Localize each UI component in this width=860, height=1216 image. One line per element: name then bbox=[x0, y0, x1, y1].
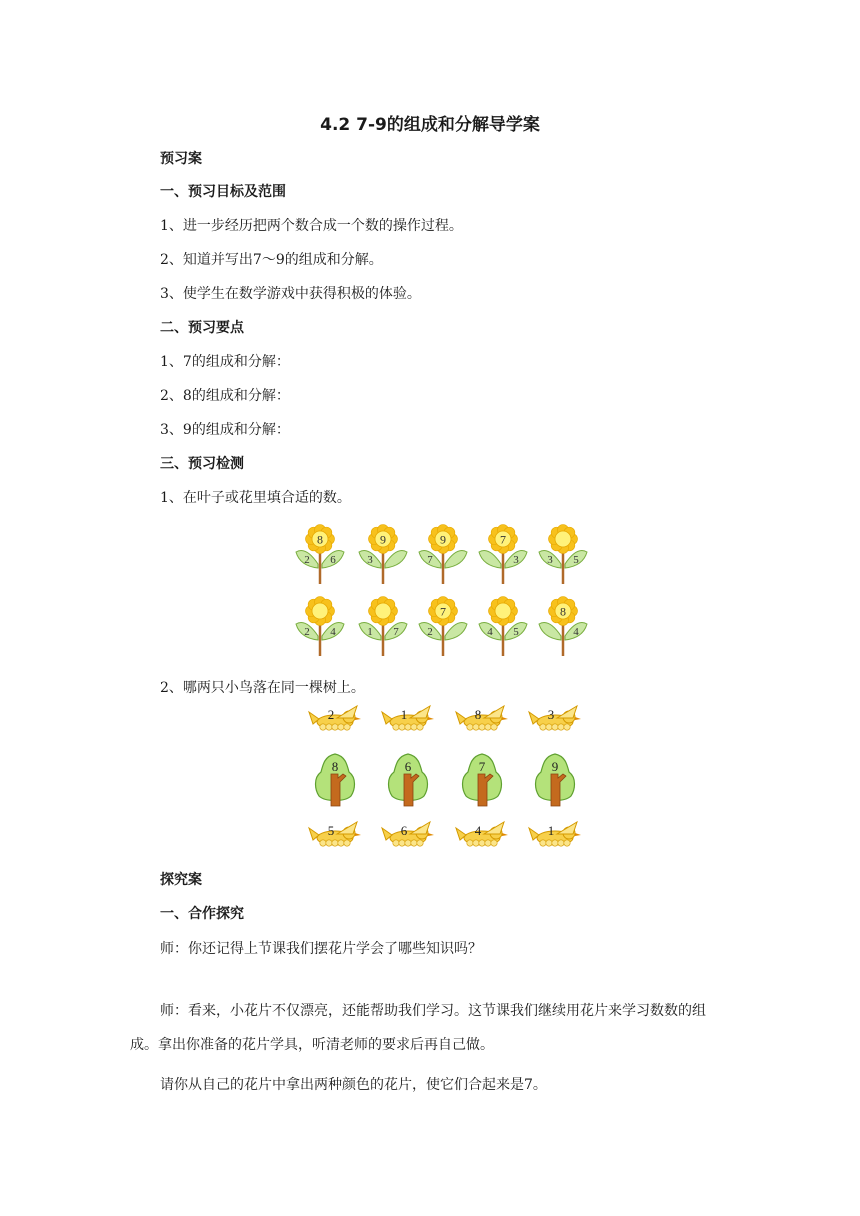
goal-3: 3、使学生在数学游戏中获得积极的体验。 bbox=[160, 286, 421, 302]
leaf-left-number: 4 bbox=[487, 626, 493, 638]
leaf-right-number: 6 bbox=[330, 554, 336, 566]
flower-center bbox=[375, 603, 391, 619]
tree-number: 9 bbox=[551, 759, 559, 774]
question-2: 2、哪两只小鸟落在同一棵树上。 bbox=[160, 680, 365, 696]
tree-item bbox=[463, 754, 502, 806]
flower-item bbox=[296, 597, 344, 657]
leaf-left-number: 1 bbox=[367, 626, 373, 638]
leaf-left bbox=[479, 551, 501, 569]
flower-item bbox=[359, 525, 407, 585]
flower-item bbox=[419, 525, 467, 585]
teacher-question: 师：你还记得上节课我们摆花片学会了哪些知识吗？ bbox=[160, 941, 482, 957]
bird-item bbox=[309, 822, 361, 846]
flower-center bbox=[312, 603, 328, 619]
teacher-explanation: 师：看来，小花片不仅漂亮，还能帮助我们学习。这节课我们继续用花片来学习数数的组成。拿出你准备的花片学具，听清老师的要求后再自己做。 bbox=[130, 1003, 706, 1053]
bird-number: 3 bbox=[547, 707, 555, 722]
question-1: 1、在叶子或花里填合适的数。 bbox=[160, 490, 351, 506]
bird-item bbox=[529, 706, 581, 730]
leaf-left-number: 2 bbox=[427, 626, 433, 638]
flower-center bbox=[495, 603, 511, 619]
section-heading-points: 二、预习要点 bbox=[160, 320, 244, 336]
goal-1: 1、进一步经历把两个数合成一个数的操作过程。 bbox=[160, 218, 463, 234]
leaf-left-number: 7 bbox=[427, 554, 433, 566]
flower-center-number: 8 bbox=[317, 532, 323, 547]
bird-item bbox=[309, 706, 361, 730]
flower-center-number: 7 bbox=[440, 604, 446, 619]
preview-heading: 预习案 bbox=[160, 151, 202, 167]
bird-number: 1 bbox=[547, 823, 555, 838]
bird-item bbox=[456, 822, 508, 846]
flower-item bbox=[539, 525, 587, 585]
flower-item bbox=[359, 597, 407, 657]
leaf-right-number: 5 bbox=[513, 626, 519, 638]
explore-heading: 探究案 bbox=[160, 872, 202, 888]
flower-item bbox=[419, 597, 467, 657]
point-1: 1、7的组成和分解： bbox=[160, 354, 290, 370]
flower-item bbox=[296, 525, 344, 585]
point-2: 2、8的组成和分解： bbox=[160, 388, 290, 404]
leaf-left-number: 3 bbox=[547, 554, 553, 566]
goal-2: 2、知道并写出7～9的组成和分解。 bbox=[160, 252, 383, 268]
bird-item bbox=[382, 822, 434, 846]
leaf-right-number: 3 bbox=[513, 554, 519, 566]
tree-item bbox=[389, 754, 428, 806]
leaf-right-number: 4 bbox=[573, 626, 579, 638]
bird-number: 5 bbox=[327, 823, 335, 838]
leaf-left-number: 2 bbox=[304, 626, 310, 638]
flower-center bbox=[555, 531, 571, 547]
bird-number: 1 bbox=[400, 707, 408, 722]
tree-number: 7 bbox=[478, 759, 486, 774]
leaf-left-number: 2 bbox=[304, 554, 310, 566]
leaf-right bbox=[385, 551, 407, 569]
instruction-text: 请你从自己的花片中拿出两种颜色的花片，使它们合起来是7。 bbox=[160, 1077, 547, 1093]
leaf-left-number: 3 bbox=[367, 554, 373, 566]
bird-number: 2 bbox=[327, 707, 335, 722]
leaf-right-number: 7 bbox=[393, 626, 399, 638]
section-heading-goals: 一、预习目标及范围 bbox=[160, 184, 286, 200]
tree-item bbox=[316, 754, 355, 806]
bird-item bbox=[529, 822, 581, 846]
section-heading-cooperate: 一、合作探究 bbox=[160, 906, 244, 922]
leaf-left bbox=[539, 623, 561, 641]
flower-center-number: 8 bbox=[560, 604, 566, 619]
flower-center-number: 9 bbox=[440, 532, 446, 547]
page-title: 4.2 7-9的组成和分解导学案 bbox=[320, 115, 540, 135]
leaf-right bbox=[445, 551, 467, 569]
leaf-right-number: 5 bbox=[573, 554, 579, 566]
bird-number: 6 bbox=[400, 823, 408, 838]
flower-center-number: 9 bbox=[380, 532, 386, 547]
flower-exercise-figure bbox=[290, 522, 600, 662]
bird-number: 4 bbox=[474, 823, 482, 838]
bird-tree-figure bbox=[300, 702, 590, 857]
flower-item bbox=[539, 597, 587, 657]
leaf-right-number: 4 bbox=[330, 626, 336, 638]
flower-center-number: 7 bbox=[500, 532, 506, 547]
tree-item bbox=[536, 754, 575, 806]
section-heading-check: 三、预习检测 bbox=[160, 456, 244, 472]
flower-item bbox=[479, 525, 527, 585]
bird-number: 8 bbox=[474, 707, 482, 722]
leaf-right bbox=[445, 623, 467, 641]
point-3: 3、9的组成和分解： bbox=[160, 422, 290, 438]
flower-item bbox=[479, 597, 527, 657]
tree-number: 6 bbox=[404, 759, 412, 774]
bird-item bbox=[456, 706, 508, 730]
tree-number: 8 bbox=[331, 759, 339, 774]
bird-item bbox=[382, 706, 434, 730]
